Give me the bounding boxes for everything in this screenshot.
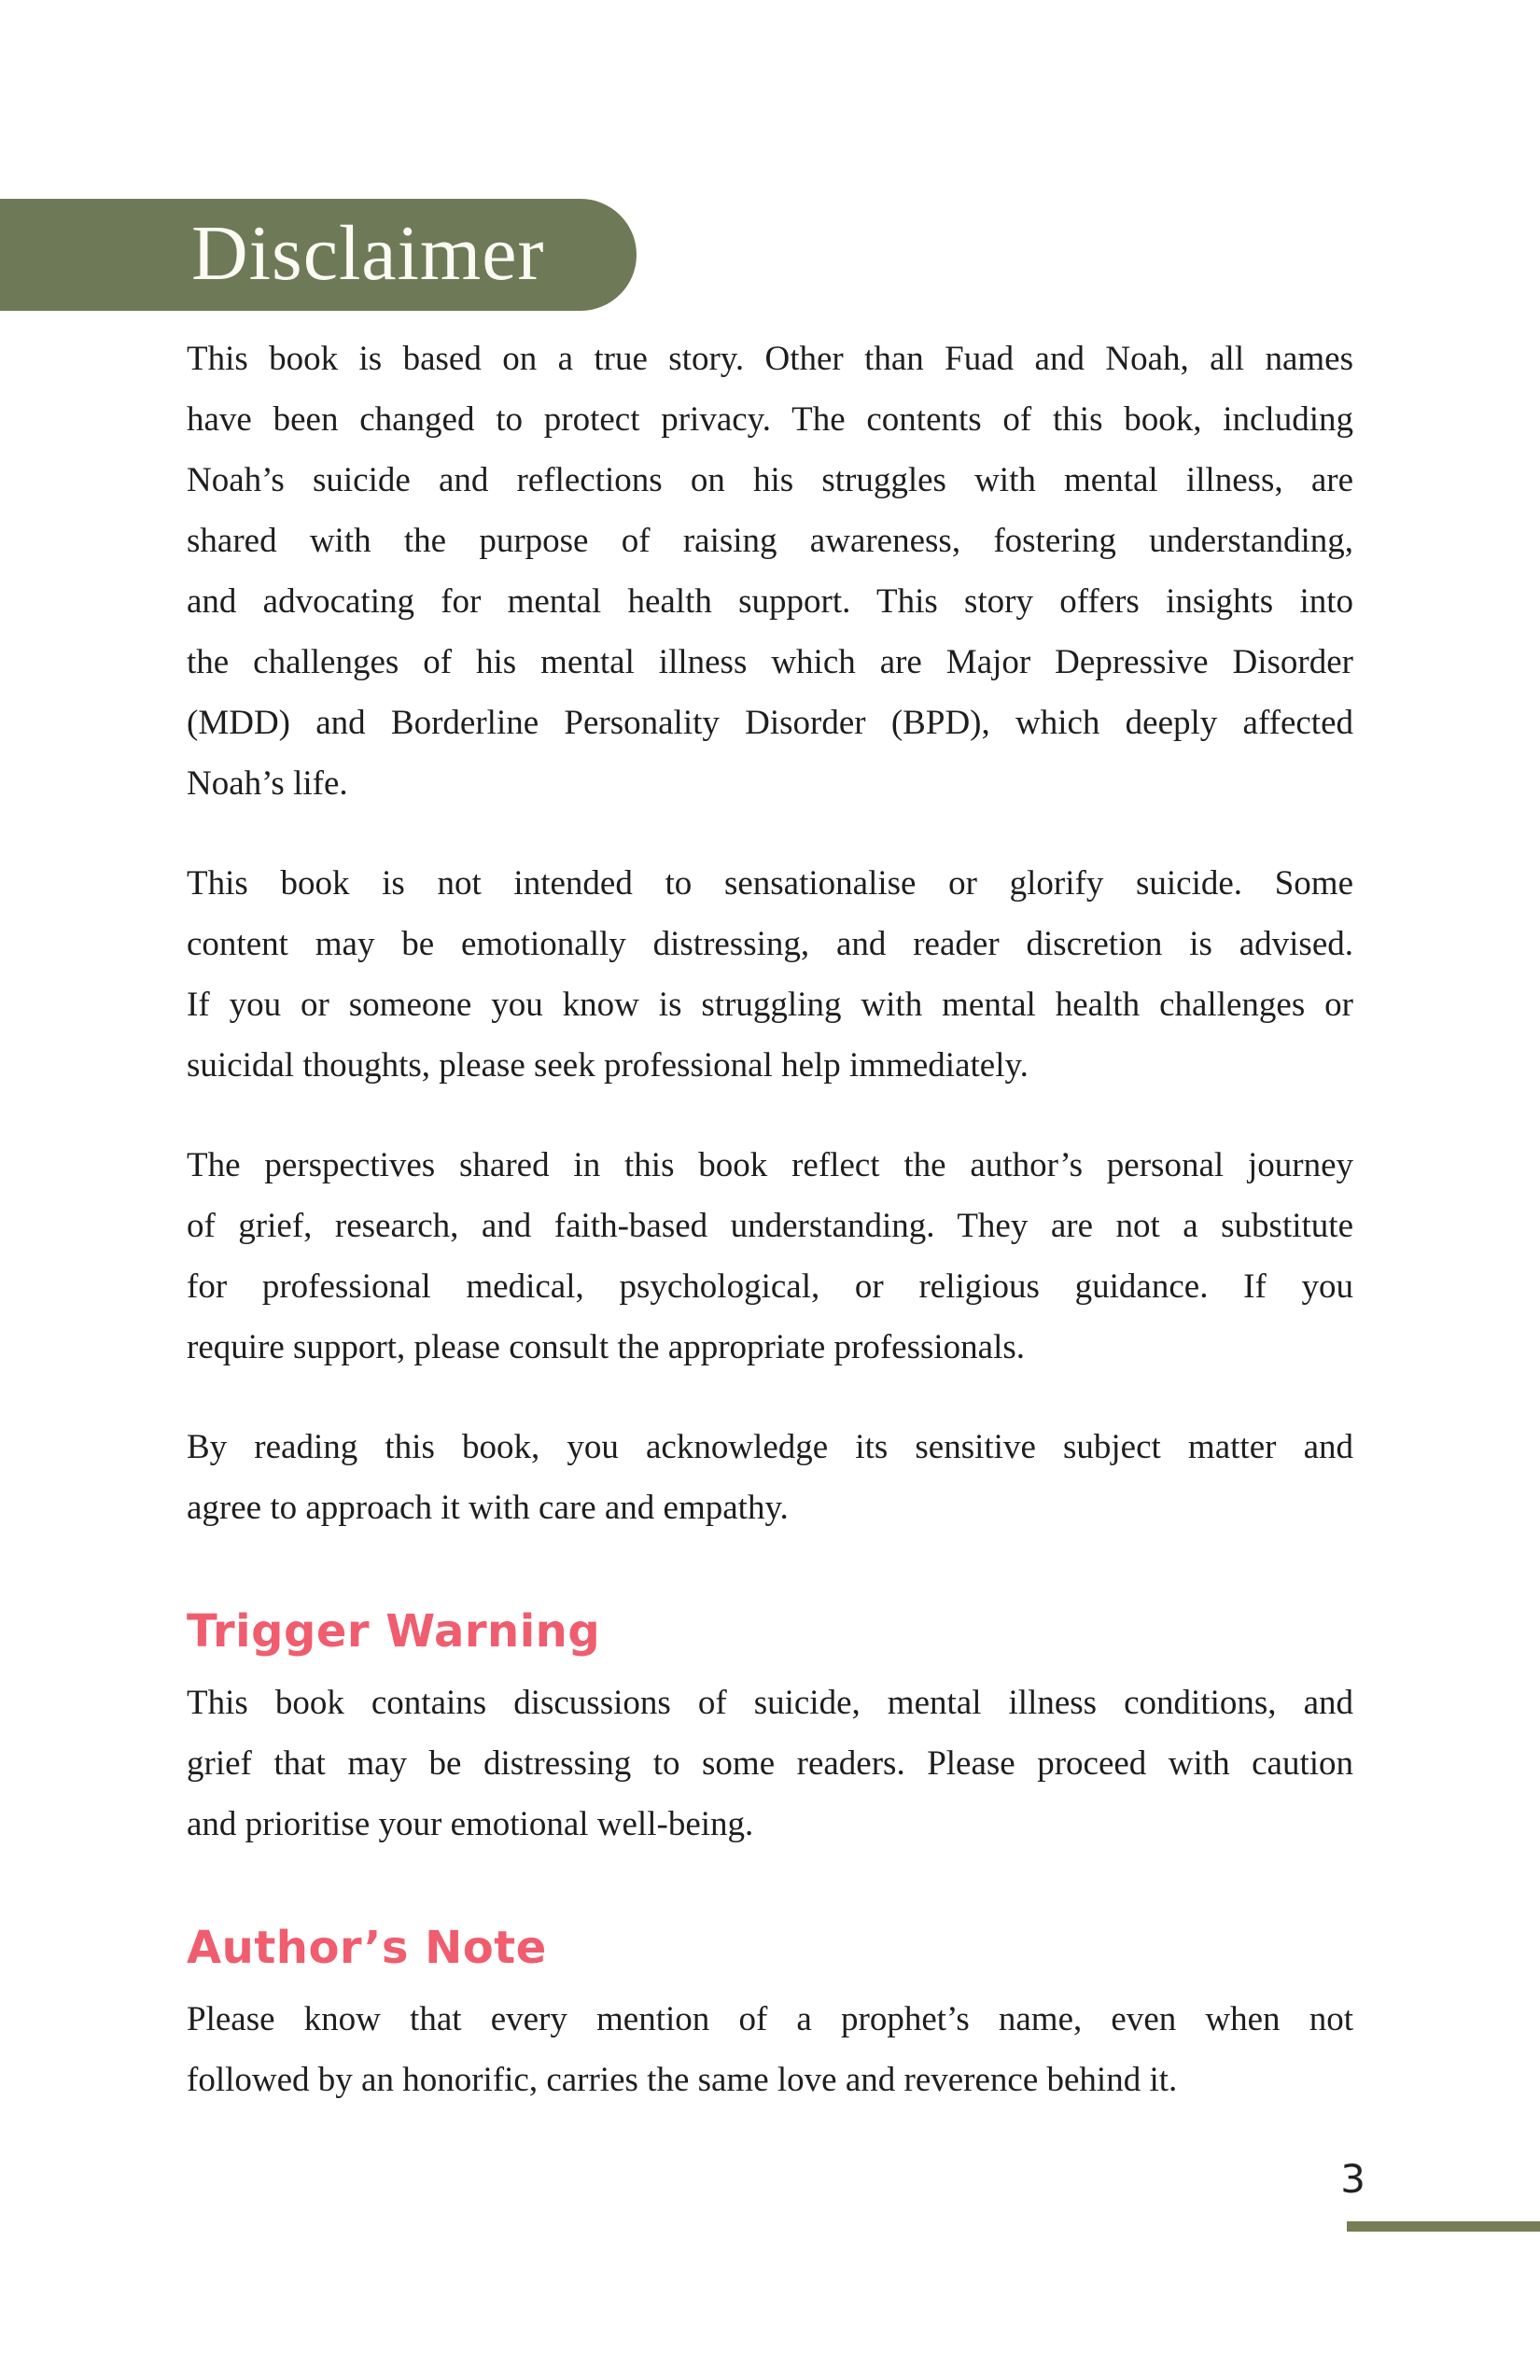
text-line: shared with the purpose of raising awareness, fostering understanding,	[187, 522, 1353, 560]
paragraph	[187, 329, 1353, 814]
text-line: the challenges of his mental illness which are Major Depressive Disorder	[187, 643, 1353, 681]
text-line: Noah’s suicide and reflections on his struggles with mental illness, are	[187, 461, 1353, 499]
text-line: Noah’s life.	[187, 764, 348, 803]
text-line: suicidal thoughts, please seek professional help immediately.	[187, 1046, 1029, 1085]
text-line: The perspectives shared in this book reflect the author’s personal journey	[187, 1146, 1353, 1184]
footer-rule	[1347, 2221, 1540, 2232]
paragraph	[187, 1989, 1353, 2110]
paragraph	[187, 1135, 1353, 1378]
text-line: for professional medical, psychological, or religious guidance. If you	[187, 1267, 1353, 1306]
section-heading-trigger-warning: Trigger Warning	[187, 1605, 601, 1658]
text-line: This book is based on a true story. Other than Fuad and Noah, all names	[187, 340, 1353, 378]
text-line: require support, please consult the appropriate professionals.	[187, 1328, 1026, 1366]
disclaimer-banner	[0, 199, 637, 311]
text-line: and advocating for mental health support. This story offers insights into	[187, 582, 1353, 621]
text-line: This book contains discussions of suicide, mental illness conditions, and	[187, 1684, 1353, 1722]
text-line: This book is not intended to sensationalise or glorify suicide. Some	[187, 864, 1353, 903]
text-line: followed by an honorific, carries the same love and reverence behind it.	[187, 2061, 1178, 2099]
paragraph	[187, 853, 1353, 1096]
text-line: and prioritise your emotional well-being.	[187, 1805, 754, 1843]
page-title: Disclaimer	[191, 210, 545, 297]
text-line: agree to approach it with care and empathy.	[187, 1489, 789, 1527]
text-line: content may be emotionally distressing, and reader discretion is advised.	[187, 925, 1353, 963]
text-line: If you or someone you know is struggling with mental health challenges or	[187, 986, 1353, 1024]
text-line: (MDD) and Borderline Personality Disorder (BPD), which deeply affected	[187, 704, 1353, 742]
paragraph	[187, 1417, 1353, 1538]
page-number: 3	[1340, 2156, 1365, 2202]
text-line: By reading this book, you acknowledge its sensitive subject matter and	[187, 1428, 1353, 1466]
text-line: of grief, research, and faith-based understanding. They are not a substitute	[187, 1207, 1353, 1245]
disclaimer-body	[187, 329, 1353, 2149]
text-line: Please know that every mention of a prophet’s name, even when not	[187, 2000, 1353, 2038]
text-line: grief that may be distressing to some readers. Please proceed with caution	[187, 1744, 1353, 1783]
text-line: have been changed to protect privacy. The contents of this book, including	[187, 400, 1353, 439]
section-heading-authors-note: Author’s Note	[187, 1922, 547, 1974]
paragraph	[187, 1673, 1353, 1855]
